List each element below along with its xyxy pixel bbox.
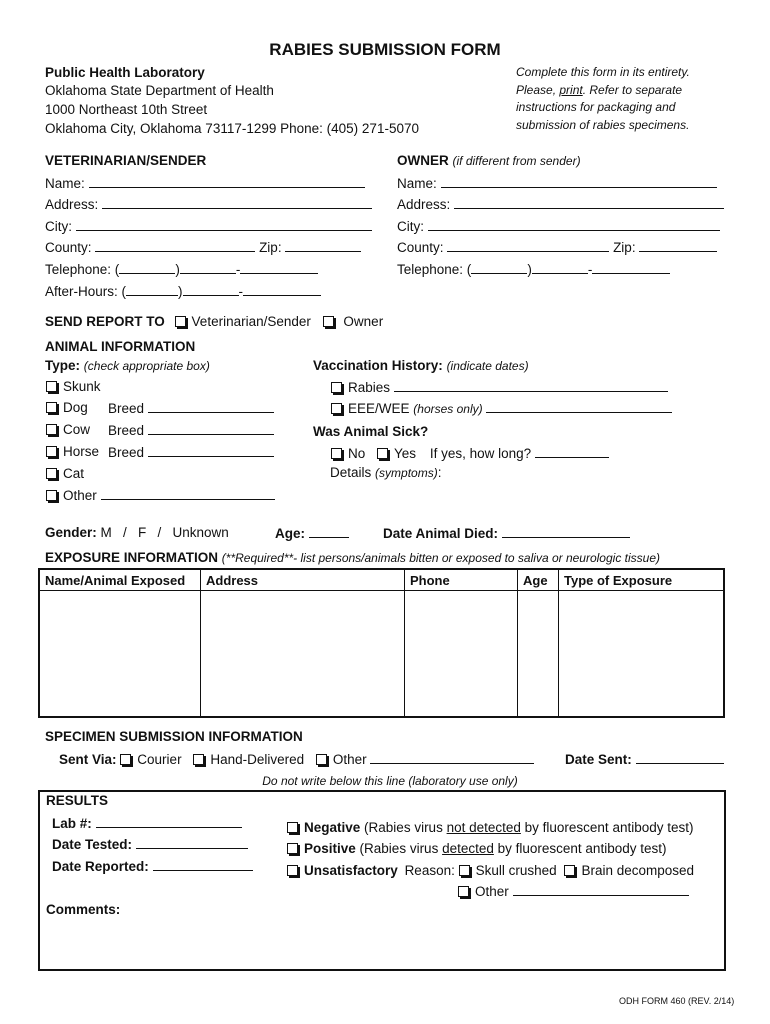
results-other-checkbox[interactable] [458, 886, 469, 897]
sent-via-row: Sent Via: Courier Hand-Delivered Other [59, 751, 534, 767]
skull-crushed-checkbox[interactable] [459, 865, 470, 876]
dog-breed-field[interactable] [148, 400, 274, 413]
dog-breed-row[interactable]: Breed [108, 400, 274, 416]
lab-dept: Oklahoma State Department of Health [45, 83, 274, 98]
sick-yes-checkbox[interactable] [377, 448, 388, 459]
owner-county-field[interactable] [447, 239, 609, 252]
exposure-entry-row[interactable] [39, 591, 724, 718]
send-report-owner-checkbox[interactable] [323, 316, 334, 327]
courier-checkbox[interactable] [120, 754, 131, 765]
unsatisfactory-checkbox[interactable] [287, 865, 298, 876]
date-reported-row[interactable]: Date Reported: [52, 858, 253, 874]
vaccination-label: Vaccination History: (indicate dates) [313, 358, 529, 373]
cow-breed-field[interactable] [148, 422, 274, 435]
cow-checkbox[interactable] [46, 424, 57, 435]
negative-row[interactable]: Negative (Rabies virus not detected by fluorescent antibody test) [287, 820, 693, 835]
exposure-type-cell[interactable] [559, 591, 725, 718]
sender-telephone-row[interactable]: Telephone: ( ) - [45, 261, 318, 277]
age-field[interactable] [309, 525, 349, 538]
sender-county-row[interactable]: County: Zip: [45, 239, 361, 255]
col-phone: Phone [405, 569, 518, 591]
col-name: Name/Animal Exposed [39, 569, 201, 591]
other-checkbox[interactable] [46, 490, 57, 501]
horse-breed-row[interactable]: Breed [108, 444, 274, 460]
instructions-line3: instructions for packaging and [516, 100, 676, 114]
date-sent-row[interactable]: Date Sent: [565, 751, 724, 767]
sender-county-field[interactable] [95, 239, 255, 252]
lab-name: Public Health Laboratory [45, 65, 205, 80]
gender-row[interactable]: Gender: M / F / Unknown [45, 525, 229, 540]
sick-row: No Yes If yes, how long? [331, 445, 609, 461]
cow-breed-row[interactable]: Breed [108, 422, 274, 438]
horse-breed-field[interactable] [148, 444, 274, 457]
owner-city-row[interactable]: City: [397, 218, 720, 234]
owner-zip-field[interactable] [639, 239, 717, 252]
date-reported-field[interactable] [153, 858, 253, 871]
sick-no-checkbox[interactable] [331, 448, 342, 459]
animal-type-label: Type: (check appropriate box) [45, 358, 210, 373]
send-report-row: SEND REPORT TO Veterinarian/Sender Owner [45, 314, 384, 329]
sent-other-field[interactable] [370, 751, 534, 764]
lab-number-field[interactable] [96, 815, 242, 828]
cat-checkbox[interactable] [46, 468, 57, 479]
vacc-eee-row[interactable]: EEE/WEE (horses only) [331, 400, 672, 416]
sender-address-row[interactable]: Address: [45, 196, 372, 212]
instructions [516, 64, 690, 134]
details-label: Details (symptoms): [330, 465, 442, 480]
skunk-checkbox[interactable] [46, 381, 57, 392]
lab-number-row[interactable]: Lab #: [52, 815, 242, 831]
date-died-row[interactable]: Date Animal Died: [383, 525, 630, 541]
owner-name-row[interactable]: Name: [397, 175, 717, 191]
dog-checkbox[interactable] [46, 402, 57, 413]
horse-checkbox[interactable] [46, 446, 57, 457]
col-age: Age [518, 569, 559, 591]
vacc-rabies-checkbox[interactable] [331, 382, 342, 393]
brain-decomposed-checkbox[interactable] [564, 865, 575, 876]
sender-address-field[interactable] [102, 196, 372, 209]
owner-name-field[interactable] [441, 175, 717, 188]
owner-county-row[interactable]: County: Zip: [397, 239, 717, 255]
exposure-table [38, 568, 725, 718]
sick-label: Was Animal Sick? [313, 424, 429, 439]
lab-city-phone: Oklahoma City, Oklahoma 73117-1299 Phone: (405) 271-5070 [45, 121, 419, 136]
sender-city-row[interactable]: City: [45, 218, 372, 234]
type-dog[interactable]: Dog [46, 400, 88, 415]
send-report-sender-checkbox[interactable] [175, 316, 186, 327]
date-died-field[interactable] [502, 525, 630, 538]
type-skunk[interactable]: Skunk [46, 379, 101, 394]
hand-delivered-checkbox[interactable] [193, 754, 204, 765]
date-tested-field[interactable] [136, 836, 248, 849]
form-number: ODH FORM 460 (REV. 2/14) [619, 996, 735, 1006]
instructions-line2: Please, print. Refer to separate [516, 82, 683, 97]
sender-city-field[interactable] [76, 218, 372, 231]
type-cat[interactable]: Cat [46, 466, 84, 481]
type-cow[interactable]: Cow [46, 422, 90, 437]
unsatisfactory-row[interactable]: Unsatisfactory Reason: Skull crushed Brain decomposed [287, 863, 694, 878]
other-type-field[interactable] [101, 487, 275, 500]
col-address: Address [201, 569, 405, 591]
how-long-field[interactable] [535, 445, 609, 458]
vacc-eee-checkbox[interactable] [331, 403, 342, 414]
results-other-field[interactable] [513, 883, 689, 896]
owner-heading: OWNER (if different from sender) [397, 153, 581, 168]
comments-label: Comments: [46, 902, 121, 917]
owner-address-row[interactable]: Address: [397, 196, 724, 212]
exposure-name-cell[interactable] [39, 591, 201, 718]
form-title: RABIES SUBMISSION FORM [269, 40, 501, 59]
date-sent-field[interactable] [636, 751, 724, 764]
owner-address-field[interactable] [454, 196, 724, 209]
type-other[interactable]: Other [46, 487, 275, 503]
animal-heading: ANIMAL INFORMATION [45, 339, 196, 354]
age-row[interactable]: Age: [275, 525, 349, 541]
type-horse[interactable]: Horse [46, 444, 99, 459]
exposure-phone-cell[interactable] [405, 591, 518, 718]
owner-city-field[interactable] [428, 218, 720, 231]
date-tested-row[interactable]: Date Tested: [52, 836, 248, 852]
sender-name-row[interactable]: Name: [45, 175, 365, 191]
vacc-rabies-date-field[interactable] [394, 379, 668, 392]
exposure-age-cell[interactable] [518, 591, 559, 718]
negative-checkbox[interactable] [287, 822, 298, 833]
vacc-rabies-row[interactable]: Rabies [331, 379, 668, 395]
exposure-address-cell[interactable] [201, 591, 405, 718]
owner-telephone-row[interactable]: Telephone: ( ) - [397, 261, 670, 277]
sender-heading: VETERINARIAN/SENDER [45, 153, 207, 168]
col-exposure-type: Type of Exposure [559, 569, 725, 591]
positive-row[interactable]: Positive (Rabies virus detected by fluorescent antibody test) [287, 841, 666, 856]
positive-checkbox[interactable] [287, 843, 298, 854]
sender-zip-field[interactable] [285, 239, 361, 252]
exposure-header-row [39, 569, 724, 591]
lab-use-note: Do not write below this line (laboratory use only) [262, 774, 518, 788]
exposure-heading: EXPOSURE INFORMATION (**Required**- list persons/animals bitten or exposed to saliva or neurologic tissue) [45, 550, 660, 565]
vacc-eee-date-field[interactable] [486, 400, 672, 413]
sender-after-hours-row[interactable]: After-Hours: ( ) - [45, 283, 321, 299]
results-other-row[interactable]: Other [458, 883, 689, 899]
instructions-line1: Complete this form in its entirety. [516, 65, 690, 79]
sender-name-field[interactable] [89, 175, 365, 188]
sent-other-checkbox[interactable] [316, 754, 327, 765]
results-heading: RESULTS [46, 793, 109, 808]
lab-street: 1000 Northeast 10th Street [45, 102, 208, 117]
instructions-line4: submission of rabies specimens. [516, 117, 690, 132]
specimen-heading: SPECIMEN SUBMISSION INFORMATION [45, 729, 303, 744]
